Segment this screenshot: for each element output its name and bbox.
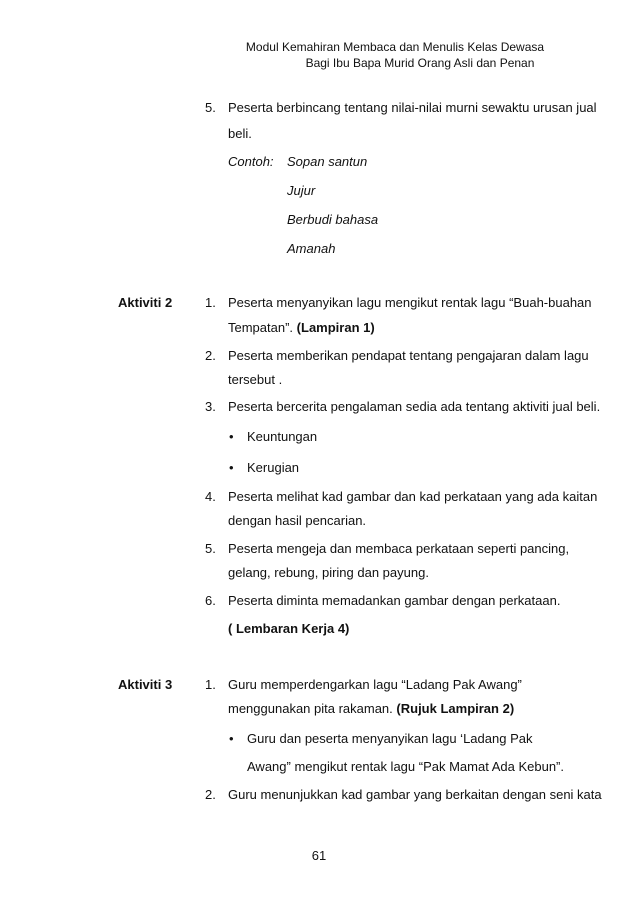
item-text: tersebut . bbox=[228, 372, 283, 387]
example-item: Berbudi bahasa bbox=[287, 212, 379, 227]
bullet-text: Keuntungan bbox=[247, 429, 318, 444]
lembaran-kerja-label: ( Lembaran Kerja 4) bbox=[228, 621, 350, 636]
item-text: dengan hasil pencarian. bbox=[228, 513, 367, 528]
item-text: Peserta diminta memadankan gambar dengan perkataan. bbox=[228, 593, 561, 608]
bullet-text: Kerugian bbox=[247, 460, 300, 475]
bullet-text: Awang” mengikut rentak lagu “Pak Mamat Ada Kebun”. bbox=[247, 759, 564, 774]
lampiran-reference: (Rujuk Lampiran 2) bbox=[396, 701, 515, 716]
contoh-label: Contoh: bbox=[228, 154, 274, 169]
page-header bbox=[230, 39, 560, 71]
item-text bbox=[228, 320, 375, 336]
item-text-part: menggunakan pita rakaman. bbox=[228, 701, 393, 716]
header-line-2: Bagi Ibu Bapa Murid Orang Asli dan Penan bbox=[305, 56, 535, 70]
item-number: 6. bbox=[205, 593, 216, 608]
item-text: gelang, rebung, piring dan payung. bbox=[228, 565, 429, 580]
lampiran-reference: (Lampiran 1) bbox=[296, 320, 375, 335]
item-number: 1. bbox=[205, 677, 216, 692]
bullet-text: Guru dan peserta menyanyikan lagu ‘Ladang Pak bbox=[247, 731, 533, 746]
item-text: Guru menunjukkan kad gambar yang berkaitan dengan seni kata bbox=[228, 787, 602, 802]
item-number: 2. bbox=[205, 348, 216, 363]
item-number: 5. bbox=[205, 100, 216, 115]
item-number: 1. bbox=[205, 295, 216, 310]
example-item: Sopan santun bbox=[287, 154, 368, 169]
item-number: 4. bbox=[205, 489, 216, 504]
item-text: Guru memperdengarkan lagu “Ladang Pak Awang” bbox=[228, 677, 522, 692]
item-text: Peserta menyanyikan lagu mengikut rentak lagu “Buah-buahan bbox=[228, 295, 592, 310]
item-text: Peserta bercerita pengalaman sedia ada tentang aktiviti jual beli. bbox=[228, 399, 601, 414]
item-text-part: Tempatan”. bbox=[228, 320, 294, 335]
item-number: 3. bbox=[205, 399, 216, 414]
item-number: 2. bbox=[205, 787, 216, 802]
bullet-icon: • bbox=[229, 429, 234, 444]
example-item: Amanah bbox=[287, 241, 336, 256]
item-text: Peserta memberikan pendapat tentang pengajaran dalam lagu bbox=[228, 348, 589, 363]
item-text: Peserta berbincang tentang nilai-nilai murni sewaktu urusan jual bbox=[228, 100, 597, 115]
item-text: beli. bbox=[228, 126, 252, 141]
header-line-1: Modul Kemahiran Membaca dan Menulis Kelas Dewasa bbox=[245, 40, 545, 54]
item-text: Peserta mengeja dan membaca perkataan seperti pancing, bbox=[228, 541, 570, 556]
aktiviti-2-label: Aktiviti 2 bbox=[118, 295, 173, 310]
item-text: Peserta melihat kad gambar dan kad perkataan yang ada kaitan bbox=[228, 489, 598, 504]
page-number: 61 bbox=[311, 848, 327, 863]
bullet-icon: • bbox=[229, 731, 234, 746]
item-text bbox=[228, 701, 514, 717]
example-item: Jujur bbox=[287, 183, 316, 198]
bullet-icon: • bbox=[229, 460, 234, 475]
item-number: 5. bbox=[205, 541, 216, 556]
aktiviti-3-label: Aktiviti 3 bbox=[118, 677, 173, 692]
